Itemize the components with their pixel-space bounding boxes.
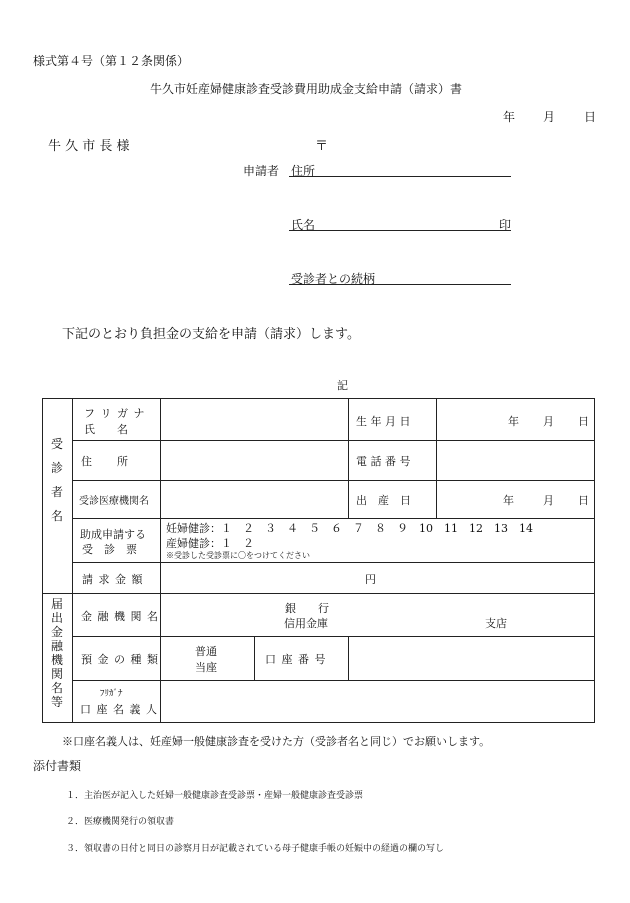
- ki-mark: 記: [337, 379, 348, 392]
- birth-year: 年: [508, 415, 519, 428]
- patient-address-input[interactable]: [161, 441, 348, 480]
- postpartum-checkup-numbers[interactable]: 産婦健診：１ ２: [166, 537, 254, 550]
- relation-label: 受診者との続柄: [291, 272, 376, 286]
- patient-address-label: 住 所: [81, 455, 129, 468]
- addressee: 牛 久 市 長 様: [48, 139, 130, 154]
- relation-field[interactable]: [289, 284, 511, 285]
- name-field[interactable]: [289, 230, 511, 231]
- deposit-type-label: 預 金 の 種 類: [81, 653, 159, 666]
- form-title: 牛久市妊産婦健康診査受診費用助成金支給申請（請求）書: [150, 82, 463, 96]
- tickets-note: ※受診した受診票に〇をつけてください: [166, 551, 310, 560]
- date-day-label: 日: [584, 110, 597, 124]
- attachment-item: ３．領収書の日付と同日の診察月日が記載されている母子健康手帳の妊娠中の経過の欄の写し: [66, 844, 445, 854]
- birth-month: 月: [543, 415, 554, 428]
- applicant-label: 申請者: [243, 164, 280, 178]
- holder-furigana-label: ﾌﾘｶﾞﾅ: [100, 689, 123, 699]
- delivery-day: 日: [578, 494, 589, 507]
- furigana-label: フ リ ガ ナ: [84, 407, 146, 420]
- account-holder-label: 口 座 名 義 人: [80, 703, 158, 716]
- delivery-month: 月: [543, 494, 554, 507]
- amount-unit: 円: [365, 573, 376, 586]
- attachment-item: １．主治医が記入した妊婦一般健康診査受診票・産婦一般健康診査受診票: [66, 791, 364, 801]
- bank-suffix: 銀 行: [285, 602, 329, 615]
- amount-label: 請 求 金 額: [82, 573, 144, 586]
- phone-label: 電 話 番 号: [356, 455, 411, 468]
- date-year-label: 年: [503, 110, 516, 124]
- phone-input[interactable]: [437, 441, 595, 480]
- institution-input[interactable]: [161, 481, 348, 518]
- bank-group-label: 届出金融機関名等: [50, 597, 63, 709]
- branch-suffix: 支店: [485, 617, 507, 630]
- patient-group-label: 受診者名: [50, 437, 63, 523]
- amount-input[interactable]: [161, 563, 595, 593]
- tickets-label-line2: 受 診 票: [82, 543, 137, 556]
- delivery-date-label: 出 産 日: [356, 494, 411, 507]
- address-label: 住所: [291, 164, 316, 178]
- account-number-label: 口 座 番 号: [265, 653, 327, 666]
- address-field[interactable]: [289, 176, 511, 177]
- attachments-heading: 添付書類: [33, 759, 82, 773]
- pregnant-checkup-numbers[interactable]: 妊婦健診：１ ２ ３ ４ ５ ６ ７ ８ ９ 10 11 12 13 14: [166, 522, 533, 535]
- institution-label: 受診医療機関名: [79, 496, 149, 507]
- seal-mark: 印: [499, 218, 512, 232]
- tickets-label-line1: 助成申請する: [80, 528, 146, 541]
- birth-day: 日: [578, 415, 589, 428]
- postal-mark: 〒: [315, 139, 329, 154]
- birthdate-label: 生 年 月 日: [356, 415, 411, 428]
- deposit-current-option[interactable]: 当座: [195, 661, 217, 674]
- bank-name-label: 金 融 機 関 名: [81, 610, 159, 623]
- date-month-label: 月: [543, 110, 556, 124]
- account-holder-input[interactable]: [161, 681, 595, 723]
- account-number-input[interactable]: [349, 637, 595, 680]
- name-cell-label: 氏 名: [84, 423, 128, 436]
- deposit-ordinary-option[interactable]: 普通: [195, 645, 217, 658]
- attachment-item: ２．医療機関発行の領収書: [66, 817, 175, 827]
- holder-note: ※口座名義人は、妊産婦一般健康診査を受けた方（受診者名と同じ）でお願いします。: [62, 735, 491, 748]
- form-number: 様式第４号（第１２条関係）: [33, 54, 190, 68]
- patient-name-input[interactable]: [161, 399, 348, 440]
- delivery-year: 年: [503, 494, 514, 507]
- credit-union-suffix: 信用金庫: [284, 617, 328, 630]
- name-label: 氏名: [291, 218, 316, 232]
- intro-text: 下記のとおり負担金の支給を申請（請求）します。: [62, 327, 360, 342]
- bank-name-input[interactable]: [161, 594, 595, 636]
